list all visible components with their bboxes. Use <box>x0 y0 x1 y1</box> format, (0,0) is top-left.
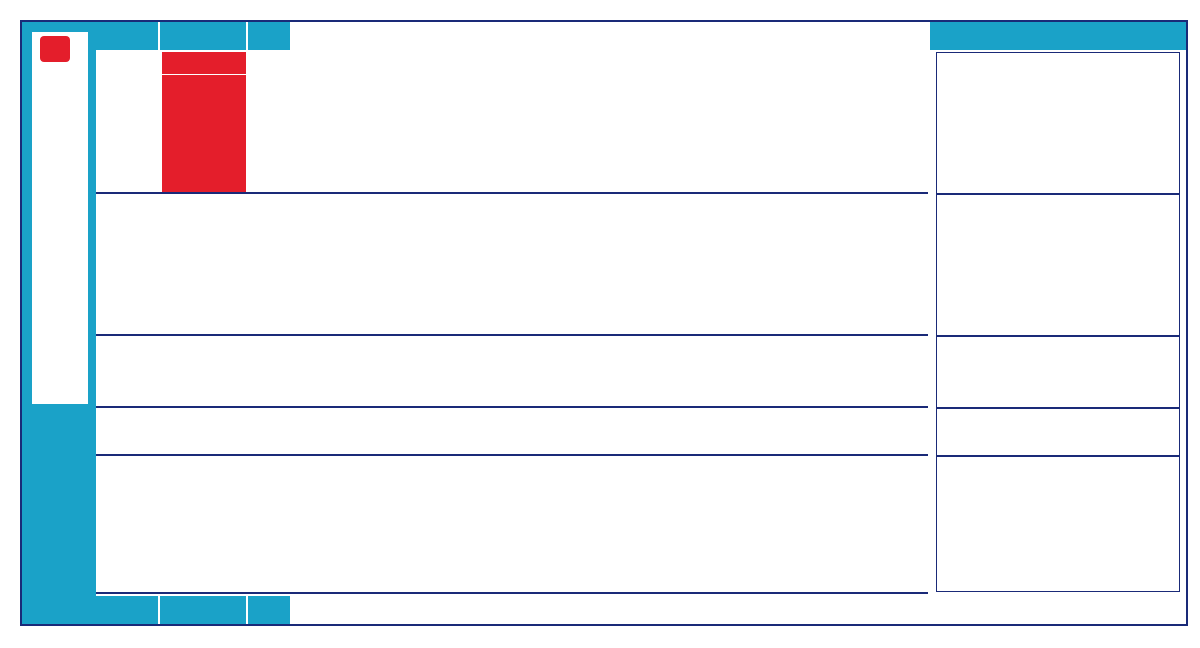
destination-box <box>32 32 88 404</box>
rapid-label <box>162 74 246 75</box>
track-position <box>250 336 292 416</box>
header-dest <box>96 22 158 50</box>
header-track-time <box>248 22 290 50</box>
notes-block-toyoake <box>936 408 1180 456</box>
header-notes <box>930 22 1186 50</box>
notes-block-kira <box>936 336 1180 408</box>
notes-block-okazaki <box>936 456 1180 592</box>
header-type <box>160 22 246 50</box>
row-sep <box>96 192 928 194</box>
row-sep <box>96 406 928 408</box>
rapid-ltd-express-label <box>162 52 246 192</box>
weekday-label <box>32 410 88 610</box>
track-position-local <box>252 528 294 592</box>
row-sep <box>96 454 928 456</box>
track-color-yellow <box>252 488 294 528</box>
row-sep <box>96 334 928 336</box>
dest-higashi-okazaki-name <box>112 464 144 564</box>
footer-type <box>160 596 246 624</box>
notes-block-toyohashi-exp <box>936 194 1180 336</box>
row-sep <box>96 592 928 594</box>
track-note <box>250 62 292 182</box>
notes-panel <box>932 52 1184 592</box>
line-badge <box>40 36 70 62</box>
notes-block-toyohashi-ltd <box>936 52 1180 194</box>
footer-dest <box>96 596 158 624</box>
footer-track-time <box>248 596 290 624</box>
